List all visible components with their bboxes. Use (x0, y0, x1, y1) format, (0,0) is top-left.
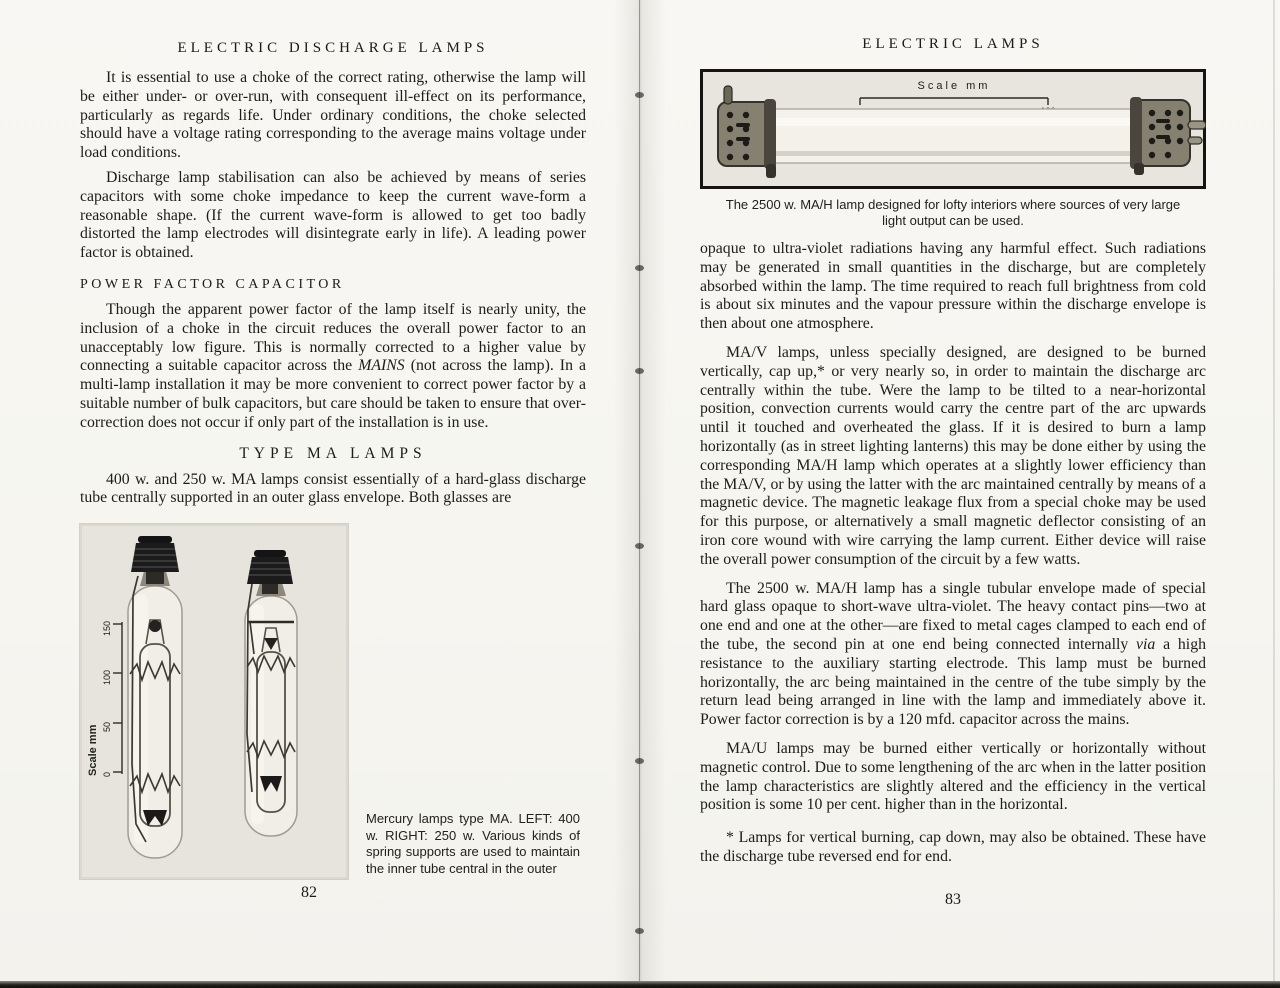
gutter-line (639, 0, 640, 988)
paragraph-power-factor: Though the apparent power factor of the lamp itself is nearly unity, the inclusion of a choke in the circuit reduces the overall power factor to an unacceptably low figure. This is normally corrected to a higher value by connecting a suitable capacitor across the MAINS (not across the lamp). In a multi-lamp installation it may be more convenient to correct power factor by a suitable number of bulk capacitors, but care should be taken to ensure that over-correction does not occur if only part of the installation is in use. (80, 300, 586, 431)
binding-gutter (614, 0, 666, 988)
running-head-left: ELECTRIC DISCHARGE LAMPS (177, 40, 489, 56)
scale-tick-50: 50 (102, 722, 112, 733)
paragraph-opaque: opaque to ultra-violet radiations having any harmful effect. Such radiations may be generated in small quantities in the discharge, but are completely absorbed within the lamp. The time required to reach full brightness from cold is about six minutes and the vapour pressure within the discharge envelope is then about one atmosphere. (700, 240, 1206, 333)
stitch-mark (635, 543, 644, 549)
page-number-right: 83 (945, 891, 961, 908)
section-heading-type-ma-lamps: TYPE MA LAMPS (239, 444, 427, 462)
footnote: * Lamps for vertical burning, cap down, may also be obtained. These have the discharge tube reversed end for end. (700, 829, 1206, 865)
scale-label: Scale mm (87, 724, 99, 777)
paragraph-2500w-mah: The 2500 w. MA/H lamp has a single tubular envelope made of special hard glass opaque to short-wave ultra-violet. The heavy contact pins—two at one end and one at the other—are fixed to metal cages clamped to each end of the tube, the second pin at one end being connected internally via a high resistance to the auxiliary starting electrode. This lamp must be burned horizontally, the arc being maintained in the centre of the tube simply by the return lead being arranged in line with the lamp and immediately above it. Power factor correction is by a 120 mfd. capacitor across the mains. (700, 579, 1206, 729)
stitch-mark (635, 92, 644, 98)
paragraph-stabilisation: Discharge lamp stabilisation can also be achieved by means of series capacitors with some choke impedance to keep the current wave-form a reasonable shape. (If the current wave-form is allowed to get too badly distorted the lamp electrodes will disintegrate early in life). A leading power factor is obtained. (80, 168, 586, 262)
paragraph-choke: It is essential to use a choke of the correct rating, otherwise the lamp will be either under- or over-run, with consequent ill-effect on its performance, particularly as regards life. Under ordinary conditions, the choke selected should have a voltage rating corresponding to the average mains voltage under load conditions. (80, 69, 586, 162)
running-head-right: ELECTRIC LAMPS (862, 36, 1044, 52)
page-right (700, 36, 1206, 873)
ma-lamps-photo (80, 524, 348, 879)
stitch-mark (635, 265, 644, 271)
page-edge-bottom (0, 981, 1280, 988)
figure-caption-ma-lamps: Mercury lamps type MA. LEFT: 400 w. RIGHT: 250 w. Various kinds of spring supports are used to maintain the inner tube central in the outer (366, 811, 580, 876)
scale-tick-150: 150 (102, 621, 112, 637)
paragraph-mau-lamps: MA/U lamps may be burned either vertically or horizontally without magnetic control. Due to some lengthening of the arc when in the latter position the lamp characteristics are slightly altered and the efficiency in the vertical position is some 10 per cent. higher than in the horizontal. (700, 739, 1206, 814)
section-heading-power-factor-capacitor: POWER FACTOR CAPACITOR (80, 276, 345, 292)
page-number-left: 82 (301, 884, 317, 901)
figure-ma-lamps (80, 524, 586, 879)
page-edge-right (1273, 0, 1275, 981)
stitch-mark (635, 928, 644, 934)
stitch-mark (635, 368, 644, 374)
page-left (80, 40, 586, 879)
scale-label: Scale mm (917, 80, 991, 92)
paragraph-type-ma: 400 w. and 250 w. MA lamps consist essentially of a hard-glass discharge tube centrally supported in an outer glass envelope. Both glasses are (80, 470, 586, 507)
scale-tick-0: 0 (102, 772, 112, 778)
scale-tick-100: 100 (102, 670, 112, 686)
mah-lamp-photo (700, 69, 1206, 189)
figure-caption-mah-lamp: The 2500 w. MA/H lamp designed for lofty interiors where sources of very large light output can be used. (725, 197, 1181, 228)
paragraph-mav-lamps: MA/V lamps, unless specially designed, are designed to be burned vertically, cap up,* or very nearly so, in order to maintain the discharge arc centrally within the tube. Were the lamp to be tilted to a near-horizontal position, convection currents would carry the centre part of the arc upwards until it touched and overheated the glass. If it is desired to burn a lamp horizontally (as in street lighting lanterns) this may be done either by using the corresponding MA/H lamp which operates at a slightly lower efficiency than the MA/V, or by using the latter with the arc maintained centrally by means of a magnetic device. The magnetic leakage flux from a special choke may be used for this purpose, or alternatively a small magnetic deflector consisting of an iron core wound with wire carrying the lamp current. Either device will raise the overall power consumption of the circuit by a few watts. (700, 343, 1206, 568)
stitch-mark (635, 758, 644, 764)
